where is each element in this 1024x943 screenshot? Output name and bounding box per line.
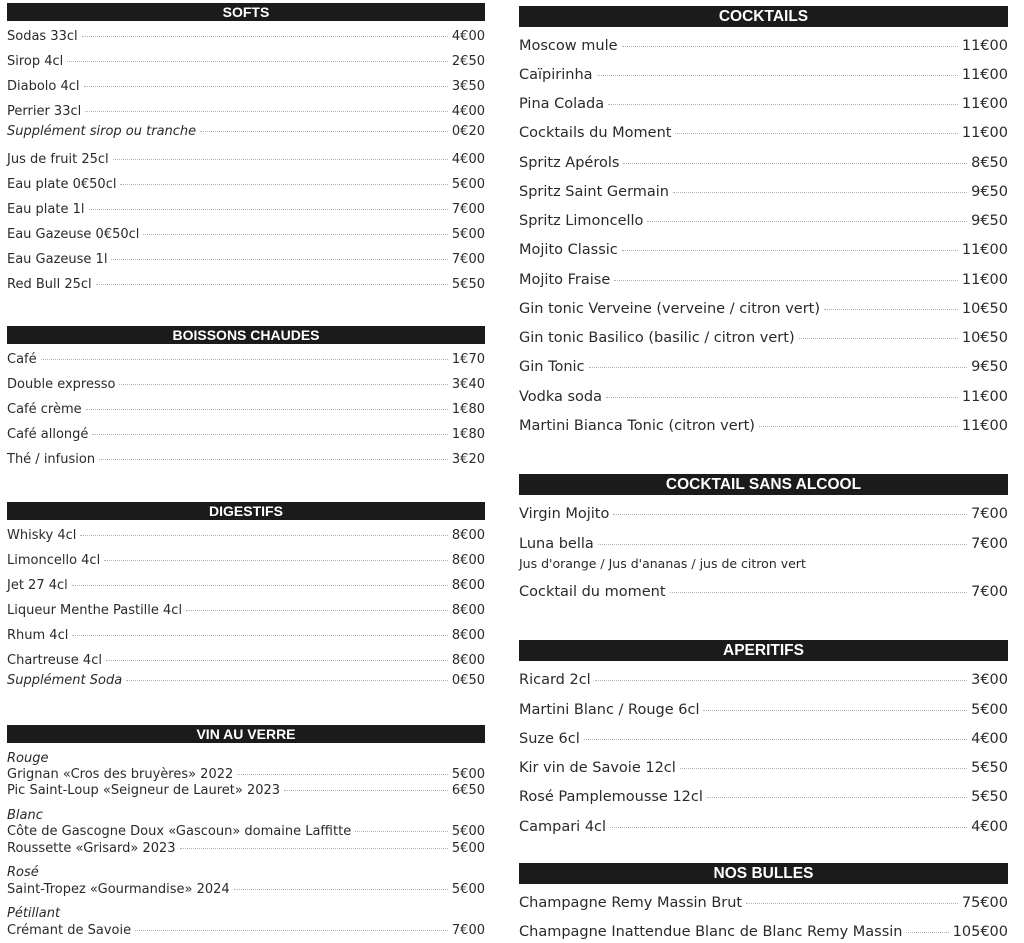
item-price: 1€80	[451, 402, 485, 417]
item-name: Champagne Inattendue Blanc de Blanc Remy Massin	[519, 924, 903, 940]
menu-item	[7, 652, 485, 670]
dot-leader	[675, 133, 957, 134]
item-price: 4€00	[971, 819, 1008, 835]
item-name: Grignan «Cros des bruyères» 2022	[7, 767, 234, 782]
dot-leader	[707, 797, 967, 798]
menu-item	[7, 351, 485, 369]
section-header: DIGESTIFS	[7, 502, 485, 520]
wine-category-label: Rosé	[7, 865, 39, 880]
dot-leader	[92, 434, 448, 435]
item-price: 5€00	[451, 841, 485, 856]
item-price: 4€00	[451, 104, 485, 119]
item-price: 4€00	[971, 731, 1008, 747]
dot-leader	[608, 104, 958, 105]
dot-leader	[104, 560, 448, 561]
dot-leader	[106, 660, 448, 661]
item-price: 7€00	[451, 923, 485, 938]
item-price: 10€50	[961, 330, 1008, 346]
menu-item	[519, 153, 1008, 173]
item-name: Champagne Remy Massin Brut	[519, 895, 743, 911]
dot-leader	[670, 592, 968, 593]
item-price: 7€00	[971, 506, 1008, 522]
menu-item	[519, 817, 1008, 837]
item-name: Ricard 2cl	[519, 672, 591, 688]
dot-leader	[613, 514, 967, 515]
item-name: Jet 27 4cl	[7, 578, 68, 593]
item-name: Pina Colada	[519, 96, 605, 112]
menu-item	[519, 758, 1008, 778]
item-price: 9€50	[971, 213, 1008, 229]
dot-leader	[355, 831, 448, 832]
item-price: 3€20	[451, 452, 485, 467]
item-name: Spritz Apérols	[519, 155, 620, 171]
item-name: Luna bella	[519, 536, 594, 552]
dot-leader	[703, 710, 967, 711]
menu-item	[519, 182, 1008, 202]
item-name: Rosé Pamplemousse 12cl	[519, 789, 703, 805]
dot-leader	[623, 163, 967, 164]
item-price: 7€00	[451, 202, 485, 217]
menu-item	[519, 387, 1008, 407]
menu-item	[519, 211, 1008, 231]
menu-item	[7, 881, 485, 899]
item-price: 11€00	[961, 418, 1008, 434]
item-price: 11€00	[961, 38, 1008, 54]
dot-leader	[200, 131, 448, 132]
menu-item	[7, 201, 485, 219]
section-header: COCKTAIL SANS ALCOOL	[519, 474, 1008, 495]
menu-item	[519, 787, 1008, 807]
item-price: 8€00	[451, 578, 485, 593]
item-name: Whisky 4cl	[7, 528, 77, 543]
dot-leader	[96, 284, 448, 285]
item-name: Sodas 33cl	[7, 29, 78, 44]
menu-item	[7, 103, 485, 121]
item-price: 0€50	[451, 673, 485, 688]
menu-item	[519, 893, 1008, 913]
item-name: Perrier 33cl	[7, 104, 82, 119]
item-price: 5€00	[451, 824, 485, 839]
item-name: Saint-Tropez «Gourmandise» 2024	[7, 882, 230, 897]
item-price: 10€50	[961, 301, 1008, 317]
item-price: 8€00	[451, 603, 485, 618]
item-name: Suze 6cl	[519, 731, 580, 747]
item-name: Diabolo 4cl	[7, 79, 80, 94]
dot-leader	[284, 790, 448, 791]
dot-leader	[759, 426, 958, 427]
item-name: Caïpirinha	[519, 67, 593, 83]
dot-leader	[86, 409, 448, 410]
section-header: BOISSONS CHAUDES	[7, 326, 485, 344]
item-price: 7€00	[971, 536, 1008, 552]
dot-leader	[84, 86, 448, 87]
item-price: 9€50	[971, 359, 1008, 375]
wine-category-label: Blanc	[7, 808, 43, 823]
menu-item	[7, 151, 485, 169]
item-price: 8€00	[451, 628, 485, 643]
item-name: Sirop 4cl	[7, 54, 64, 69]
item-price: 4€00	[451, 29, 485, 44]
menu-item	[7, 782, 485, 800]
dot-leader	[126, 680, 448, 681]
menu-item	[519, 922, 1008, 942]
dot-leader	[120, 184, 447, 185]
menu-item	[519, 670, 1008, 690]
dot-leader	[598, 544, 967, 545]
item-name: Eau Gazeuse 0€50cl	[7, 227, 140, 242]
menu-item	[519, 36, 1008, 56]
dot-leader	[680, 768, 967, 769]
item-name: Roussette «Grisard» 2023	[7, 841, 176, 856]
item-price: 0€20	[451, 124, 485, 139]
dot-leader	[647, 221, 967, 222]
item-price: 11€00	[961, 67, 1008, 83]
item-name: Vodka soda	[519, 389, 603, 405]
item-price: 3€00	[971, 672, 1008, 688]
item-price: 5€00	[451, 227, 485, 242]
item-name: Café crème	[7, 402, 82, 417]
item-name: Gin tonic Verveine (verveine / citron vert)	[519, 301, 821, 317]
dot-leader	[113, 159, 448, 160]
dot-leader	[99, 459, 448, 460]
dot-leader	[41, 359, 448, 360]
menu-item	[519, 416, 1008, 436]
item-name: Thé / infusion	[7, 452, 96, 467]
item-name: Limoncello 4cl	[7, 553, 101, 568]
menu-item	[7, 376, 485, 394]
dot-leader	[82, 36, 448, 37]
menu-item	[519, 270, 1008, 290]
dot-leader	[595, 680, 967, 681]
menu-item	[519, 240, 1008, 260]
item-price: 11€00	[961, 242, 1008, 258]
menu-item	[7, 226, 485, 244]
item-name: Virgin Mojito	[519, 506, 610, 522]
dot-leader	[597, 75, 958, 76]
menu-item	[7, 577, 485, 595]
item-price: 5€00	[451, 177, 485, 192]
item-price: 8€50	[971, 155, 1008, 171]
item-price: 8€00	[451, 528, 485, 543]
item-price: 105€00	[952, 924, 1008, 940]
item-price: 11€00	[961, 389, 1008, 405]
dot-leader	[589, 367, 968, 368]
item-price: 5€00	[971, 702, 1008, 718]
section-header: SOFTS	[7, 3, 485, 21]
dot-leader	[180, 848, 448, 849]
item-name: Spritz Saint Germain	[519, 184, 669, 200]
dot-leader	[610, 827, 967, 828]
menu-item	[519, 94, 1008, 114]
menu-item	[7, 451, 485, 469]
item-price: 7€00	[451, 252, 485, 267]
item-name: Cocktails du Moment	[519, 125, 672, 141]
dot-leader	[89, 209, 448, 210]
menu-item	[7, 28, 485, 46]
item-name: Mojito Fraise	[519, 272, 611, 288]
item-name: Supplément sirop ou tranche	[7, 124, 197, 139]
wine-category-label: Pétillant	[7, 906, 61, 921]
dot-leader	[799, 338, 958, 339]
item-price: 11€00	[961, 96, 1008, 112]
item-name: Martini Blanc / Rouge 6cl	[519, 702, 700, 718]
item-name: Gin tonic Basilico (basilic / citron vert)	[519, 330, 795, 346]
menu-item	[7, 823, 485, 841]
dot-leader	[584, 739, 967, 740]
item-name: Cocktail du moment	[519, 584, 666, 600]
menu-item	[7, 627, 485, 645]
menu-item	[7, 922, 485, 940]
dot-leader	[111, 259, 447, 260]
item-name: Chartreuse 4cl	[7, 653, 102, 668]
menu-item	[7, 401, 485, 419]
item-price: 5€50	[971, 760, 1008, 776]
menu-item	[7, 840, 485, 858]
menu-item	[519, 328, 1008, 348]
menu-item	[7, 552, 485, 570]
menu-item	[7, 602, 485, 620]
dot-leader	[824, 309, 958, 310]
dot-leader	[72, 635, 448, 636]
item-price: 5€50	[971, 789, 1008, 805]
item-name: Martini Bianca Tonic (citron vert)	[519, 418, 755, 434]
menu-item	[519, 65, 1008, 85]
menu-item	[519, 534, 1008, 554]
item-name: Eau Gazeuse 1l	[7, 252, 108, 267]
menu-item	[7, 527, 485, 545]
menu-item	[519, 504, 1008, 524]
menu-item	[7, 251, 485, 269]
dot-leader	[119, 384, 447, 385]
item-price: 4€00	[451, 152, 485, 167]
item-price: 9€50	[971, 184, 1008, 200]
item-name: Red Bull 25cl	[7, 277, 92, 292]
menu-item	[519, 357, 1008, 377]
menu-item	[7, 176, 485, 194]
item-name: Crémant de Savoie	[7, 923, 132, 938]
menu-item	[519, 123, 1008, 143]
item-price: 11€00	[961, 125, 1008, 141]
dot-leader	[746, 903, 958, 904]
item-price: 5€00	[451, 882, 485, 897]
item-name: Pic Saint-Loup «Seigneur de Lauret» 2023	[7, 783, 281, 798]
item-price: 1€70	[451, 352, 485, 367]
item-price: 8€00	[451, 653, 485, 668]
item-price: 3€50	[451, 79, 485, 94]
dot-leader	[622, 46, 958, 47]
menu-item	[519, 729, 1008, 749]
dot-leader	[673, 192, 967, 193]
dot-leader	[67, 61, 448, 62]
dot-leader	[80, 535, 448, 536]
dot-leader	[614, 280, 958, 281]
menu-item	[7, 426, 485, 444]
dot-leader	[85, 111, 448, 112]
dot-leader	[234, 889, 448, 890]
item-name: Café	[7, 352, 37, 367]
dot-leader	[622, 250, 958, 251]
item-name: Côte de Gascogne Doux «Gascoun» domaine Laffitte	[7, 824, 352, 839]
dot-leader	[906, 932, 948, 933]
item-price: 11€00	[961, 272, 1008, 288]
item-name: Eau plate 0€50cl	[7, 177, 117, 192]
item-name: Café allongé	[7, 427, 89, 442]
item-name: Supplément Soda	[7, 673, 123, 688]
item-price: 75€00	[961, 895, 1008, 911]
section-header: APERITIFS	[519, 640, 1008, 661]
item-name: Eau plate 1l	[7, 202, 85, 217]
menu-item	[7, 123, 485, 141]
menu-item	[519, 700, 1008, 720]
item-price: 5€00	[451, 767, 485, 782]
wine-category-label: Rouge	[7, 751, 49, 766]
item-description: Jus d'orange / Jus d'ananas / jus de citron vert	[519, 556, 806, 571]
dot-leader	[143, 234, 448, 235]
item-price: 1€80	[451, 427, 485, 442]
item-name: Jus de fruit 25cl	[7, 152, 109, 167]
item-name: Double expresso	[7, 377, 116, 392]
menu-item	[7, 53, 485, 71]
item-price: 7€00	[971, 584, 1008, 600]
section-header: COCKTAILS	[519, 6, 1008, 27]
section-header: NOS BULLES	[519, 863, 1008, 884]
item-name: Spritz Limoncello	[519, 213, 644, 229]
item-name: Campari 4cl	[519, 819, 607, 835]
dot-leader	[72, 585, 448, 586]
item-price: 6€50	[451, 783, 485, 798]
item-price: 3€40	[451, 377, 485, 392]
item-name: Kir vin de Savoie 12cl	[519, 760, 676, 776]
dot-leader	[237, 774, 448, 775]
item-name: Moscow mule	[519, 38, 618, 54]
item-price: 2€50	[451, 54, 485, 69]
menu-item	[7, 276, 485, 294]
menu-item	[519, 299, 1008, 319]
item-name: Liqueur Menthe Pastille 4cl	[7, 603, 183, 618]
dot-leader	[186, 610, 448, 611]
dot-leader	[606, 397, 958, 398]
menu-item	[519, 582, 1008, 602]
menu-item	[7, 672, 485, 690]
item-price: 5€50	[451, 277, 485, 292]
dot-leader	[135, 930, 448, 931]
item-name: Rhum 4cl	[7, 628, 69, 643]
menu-item	[7, 78, 485, 96]
item-name: Mojito Classic	[519, 242, 618, 258]
item-price: 8€00	[451, 553, 485, 568]
section-header: VIN AU VERRE	[7, 725, 485, 743]
item-name: Gin Tonic	[519, 359, 585, 375]
